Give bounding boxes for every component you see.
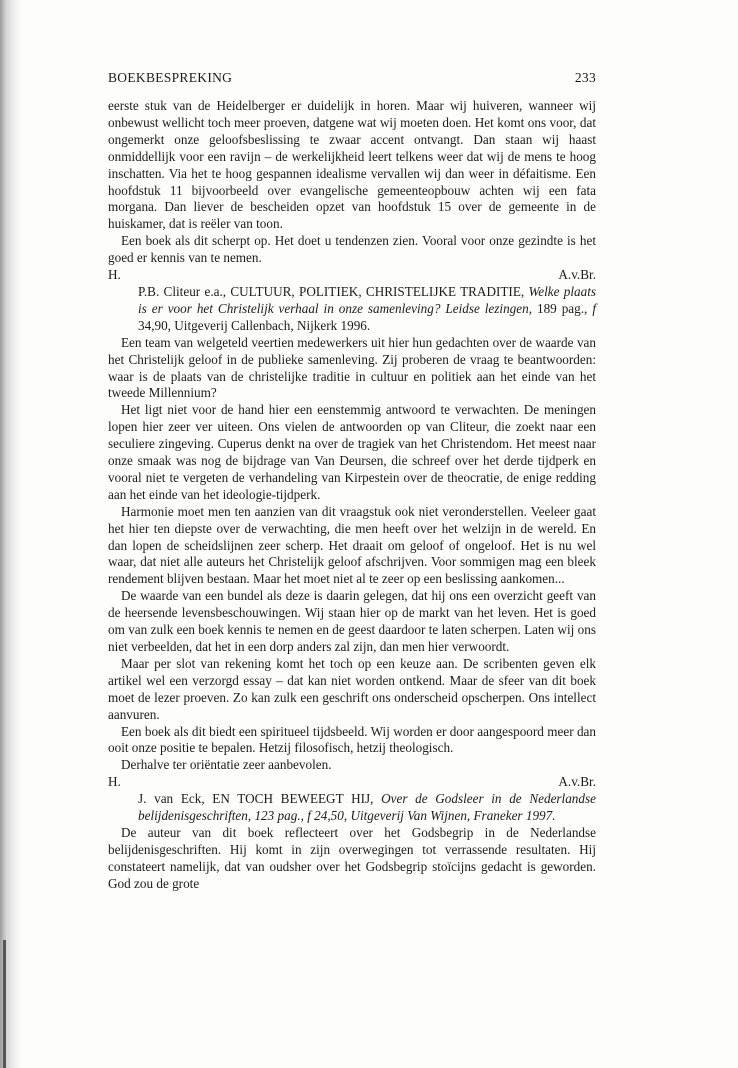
paragraph: De waarde van een bundel als deze is daarin gelegen, dat hij ons een overzicht geeft van de heersende levensbeschouwingen. Wij staan hier op de markt van het leven. Het is goed om van zulk een boek kennis te nemen en de geest daardoor te laten scherpen. Laten wij ons niet verbeelden, dat het in een dorp anders zal zijn, dan men hier verwoordt.	[108, 588, 596, 654]
review-heading	[108, 284, 596, 335]
paragraph: eerste stuk van de Heidelberger er duidelijk in horen. Maar wij huiveren, wanneer wij onbewust wellicht toch meer proeven, datgene wat wij moeten doen. Het komt ons voor, dat ongemerkt onze geloofsbeslissing te zwaar accent ontvangt. Dan staan wij haast onmiddellijk voor een ravijn – de werkelijkheid leert telkens weer dat wij de mens te hoog inschatten. Via het te hoog gespannen idealisme vervallen wij dan weer in défaitisme. Een hoofdstuk 11 bijvoorbeeld over evangelische gemeenteopbouw achten wij een fata morgana. Dan liever de bescheiden opzet van hoofdstuk 15 over de gemeente in de huiskamer, dat is reëler van toon.	[108, 98, 596, 232]
page-header	[108, 70, 596, 86]
page-content	[108, 98, 596, 893]
scan-shadow	[3, 940, 6, 1068]
reviewer-signature: A.v.Br.	[558, 774, 596, 790]
review-heading	[108, 791, 596, 825]
heading-price-symbol: f	[592, 300, 596, 316]
heading-publisher: 34,90, Uitgeverij Callenbach, Nijkerk 1996.	[138, 317, 371, 333]
paragraph: Het ligt niet voor de hand hier een eenstemmig antwoord te verwachten. De meningen lopen hier zeer ver uiteen. Ons vielen de antwoorden op van Cliteur, die zoekt naar een seculiere zingeving. Cuperus denkt na over de tragiek van het Christendom. Het meest naar onze smaak was nog de bijdrage van Van Deursen, die schreef over het derde tijdperk en vooral niet te vergeten de verhandeling van Kirpestein over de theocratie, de enige redding aan het einde van het ideologie-tijdperk.	[108, 402, 596, 502]
heading-plain: P.B. Cliteur e.a., CULTUUR, POLITIEK, CHRISTELIJKE TRADITIE,	[138, 283, 529, 299]
running-title: BOEKBESPREKING	[108, 70, 233, 85]
paragraph: Een team van welgeteld veertien medewerkers uit hier hun gedachten over de waarde van het Christelijk geloof in de publieke samenleving. Zij proberen de vraag te beantwoorden: waar is de plaats van de christelijke traditie in cultuur en politiek aan het einde van het tweede Millennium?	[108, 334, 596, 401]
signature-initial: H.	[108, 774, 121, 790]
heading-italic: Welke plaats is er voor het Christelijk verhaal in onze samenleving? Leidse lezingen,	[138, 283, 596, 316]
heading-pages: 189 pag.,	[532, 300, 593, 316]
signature-line	[108, 774, 596, 791]
paragraph: Een boek als dit biedt een spiritueel tijdsbeeld. Wij worden er door aangespoord meer dan ooit onze positie te bepalen. Hetzij filosofisch, hetzij theologisch.	[108, 723, 596, 756]
signature-initial: H.	[108, 267, 121, 283]
scan-page-edge	[0, 0, 22, 1068]
paragraph: Maar per slot van rekening komt het toch op een keuze aan. De scribenten geven elk artikel wel een verzorgd essay – dat kan niet worden ontkend. Maar de sfeer van dit boek moet de lezer proeven. Zo kan zulk een geschrift ons onderscheid opscherpen. Ons intellect aanvuren.	[108, 655, 596, 722]
heading-italic: Over de Godsleer in de Nederlandse belijdenisgeschriften, 123 pag., f 24,50, Uitgeverij Van Wijnen, Franeker 1997.	[138, 791, 596, 824]
page-number: 233	[574, 70, 596, 85]
paragraph: Derhalve ter oriëntatie zeer aanbevolen.	[121, 757, 332, 773]
paragraph: Harmonie moet men ten aanzien van dit vraagstuk ook niet veronderstellen. Veeleer gaat het hier ten diepste over de verwachting, die men heeft over het welzijn in de wereld. En dan lopen de scheidslijnen zeer scherp. Het draait om geloof of ongeloof. Het is nu wel waar, dat niet alle auteurs het Christelijk geloof afschrijven. Voor sommigen mag een bleek rendement blijven bestaan. Maar het moet niet al te zeer op een beslissing aankomen...	[108, 503, 596, 587]
signature-line	[108, 267, 596, 284]
paragraph: Een boek als dit scherpt op. Het doet u tendenzen zien. Vooral voor onze gezindte is het goed er kennis van te nemen.	[108, 233, 596, 266]
paragraph: De auteur van dit boek reflecteert over het Godsbegrip in de Nederlandse belijdenisgeschriften. Hij komt in zijn overwegingen tot verrassende resultaten. Hij constateert namelijk, dat van oudsher over het Godsbegrip stoïcijns gedacht is geworden. God zou de grote	[108, 824, 596, 891]
heading-plain: J. van Eck, EN TOCH BEWEEGT HIJ,	[138, 791, 382, 807]
reviewer-signature: A.v.Br.	[558, 267, 596, 283]
